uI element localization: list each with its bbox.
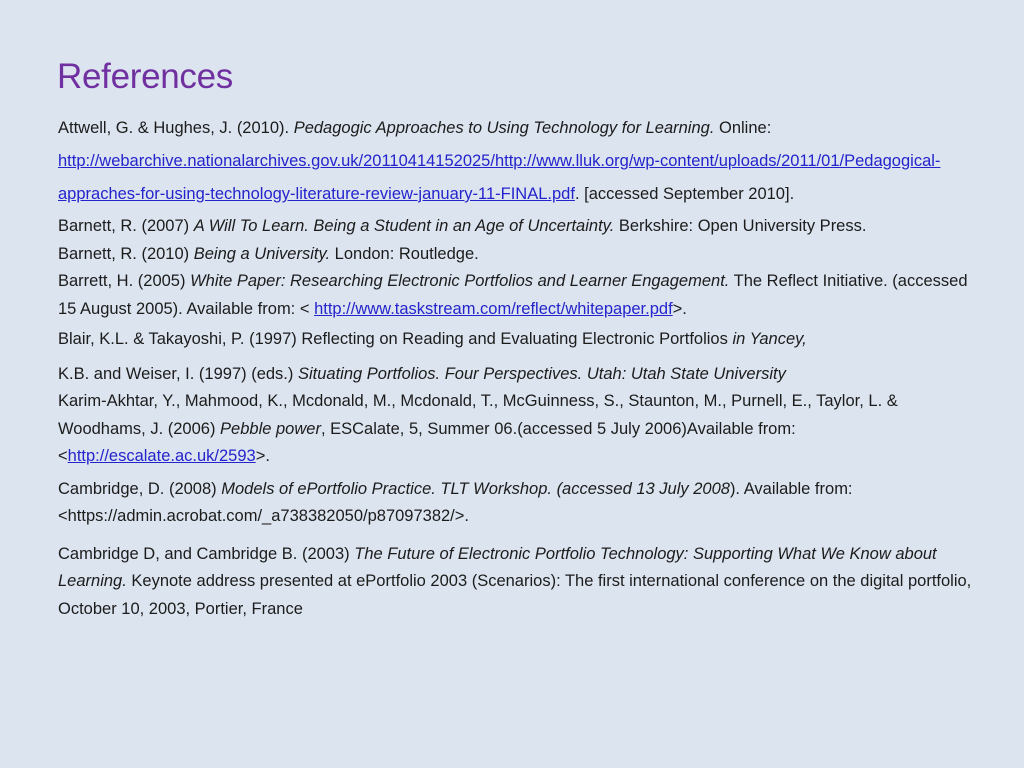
reference-text: Barnett, R. (2007): [58, 217, 194, 235]
reference-text: Being a University.: [193, 244, 331, 263]
reference-entry: [58, 388, 974, 471]
reference-text: , ESCalate, 5, Summer 06.(accessed 5 July 2006)Available from:<: [58, 419, 796, 465]
reference-text: Barnett, R. (2010): [58, 244, 194, 263]
reference-text: Barrett, H. (2005): [58, 272, 191, 290]
reference-link[interactable]: http://www.taskstream.com/reflect/whitepaper.pdf: [314, 299, 673, 318]
reference-text: Karim-Akhtar, Y., Mahmood, K., Mcdonald, M., Mcdonald, T., McGuinness, S., Staunton, M., Purnell, E., Taylor, L. & Woodhams, J. (2006): [58, 392, 898, 438]
reference-text: ). Available from: <https://admin.acrobat.com/_a738382050/p87097382/>.: [58, 479, 853, 525]
reference-link[interactable]: http://escalate.ac.uk/2593: [67, 447, 256, 465]
reference-entry: [58, 213, 974, 241]
reference-entry: [58, 476, 974, 531]
reference-entry: [58, 241, 974, 269]
reference-entry: [58, 361, 974, 389]
reference-entry: [58, 268, 974, 323]
reference-text: >.: [672, 299, 687, 318]
page-title: References: [57, 57, 233, 96]
reference-text: White Paper: Researching Electronic Portfolios and Learner Engagement.: [190, 272, 730, 290]
reference-text: The Reflect Initiative. (accessed 15 August 2005). Available from: <: [58, 272, 968, 318]
reference-text: in Yancey,: [732, 330, 807, 348]
reference-entry: [58, 541, 974, 624]
reference-text: Pebble power: [220, 419, 321, 438]
references-list: [58, 112, 974, 623]
reference-text: Blair, K.L. & Takayoshi, P. (1997) Reflecting on Reading and Evaluating Electronic Portfolios: [58, 330, 733, 348]
reference-text: Models of ePortfolio Practice. TLT Workshop. (accessed 13 July 2008: [221, 479, 730, 498]
reference-entry: [58, 326, 974, 354]
reference-text: >.: [255, 447, 270, 465]
reference-text: Situating Portfolios. Four Perspectives. Utah: Utah State University: [297, 364, 786, 383]
reference-text: London: Routledge.: [330, 244, 479, 263]
reference-text: A Will To Learn. Being a Student in an Age of Uncertainty.: [193, 217, 615, 235]
reference-text: Cambridge, D. (2008): [58, 479, 222, 498]
reference-text: Online:: [714, 119, 772, 137]
reference-text: The Future of Electronic Portfolio Technology: Supporting What We Know about Learning.: [58, 544, 937, 590]
reference-text: Pedagogic Approaches to Using Technology for Learning.: [293, 119, 715, 137]
reference-link[interactable]: http://webarchive.nationalarchives.gov.uk/20110414152025/http://www.lluk.org/wp-content/uploads/2011/01/Pedagogical-appraches-for-using-technology-literature-review-january-11-FINAL.pdf: [58, 152, 941, 203]
reference-text: Berkshire: Open University Press.: [614, 217, 867, 235]
reference-text: Keynote address presented at ePortfolio 2003 (Scenarios): The first international conference on the digital portfolio, October 10, 2003, Portier, France: [58, 572, 972, 618]
reference-text: Cambridge D, and Cambridge B. (2003): [58, 544, 355, 563]
reference-entry: [58, 112, 974, 211]
reference-text: K.B. and Weiser, I. (1997) (eds.): [58, 364, 298, 383]
reference-text: Attwell, G. & Hughes, J. (2010).: [58, 119, 294, 137]
reference-text: . [accessed September 2010].: [574, 185, 795, 203]
